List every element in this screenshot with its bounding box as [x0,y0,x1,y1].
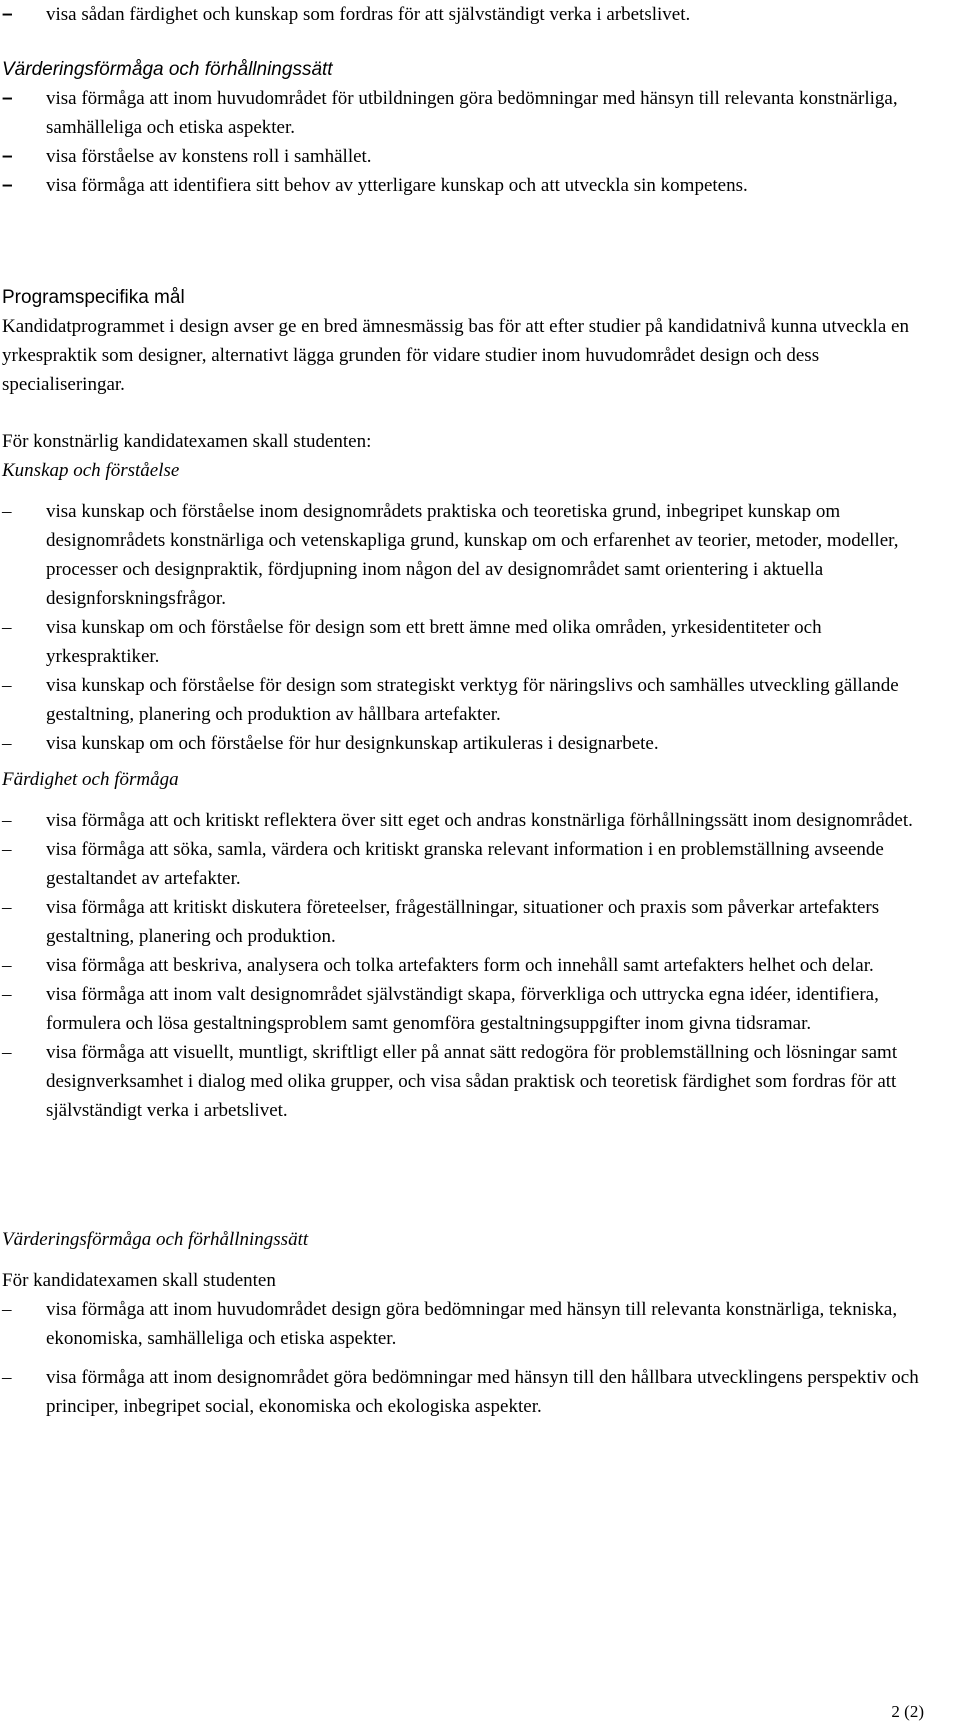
list-item [2,835,932,893]
dash-marker: – [2,733,12,754]
dash-marker: – [2,897,12,918]
list-item [2,806,932,835]
list-item-text: visa förmåga att inom designområdet göra bedömningar med hänsyn till den hållbara utvecklingens perspektiv och principer, inbegripet social, ekonomiska och ekologiska aspekter. [46,1367,919,1417]
list-item-text: visa förståelse av konstens roll i samhället. [46,146,372,167]
dash-marker: – [2,88,13,109]
list-item [2,980,932,1038]
section-heading: Programspecifika mål [2,287,185,308]
list-item [2,497,932,613]
list-item [2,893,932,951]
list-item [2,142,932,171]
dash-marker: – [2,501,12,522]
list-item [2,951,932,980]
list-item-text: visa förmåga att beskriva, analysera och tolka artefakters form och innehåll samt artefakters helhet och delar. [46,955,874,976]
intro-text: För kandidatexamen skall studenten [2,1270,276,1291]
dash-marker: – [2,839,12,860]
list-item [2,729,932,758]
dash-marker: – [2,4,13,25]
list-item-text: visa kunskap om och förståelse för hur designkunskap artikuleras i designarbete. [46,733,659,754]
list-item-text: visa kunskap och förståelse för design som strategiskt verktyg för näringslivs och samhälles utveckling gällande gestaltning, planering och produktion av hållbara artefakter. [46,675,899,725]
subsection-heading: Kunskap och förståelse [2,460,180,481]
list-item-text: visa sådan färdighet och kunskap som fordras för att självständigt verka i arbetslivet. [46,4,691,25]
subsection-heading: Värderingsförmåga och förhållningssätt [2,1229,309,1250]
dash-marker: – [2,984,12,1005]
list-item [2,0,932,29]
dash-marker: – [2,810,12,831]
list-item [2,84,932,142]
list-item [2,671,932,729]
page-number: 2 (2) [891,1702,924,1721]
top-section [2,0,932,200]
dash-marker: – [2,1299,12,1320]
list-item-text: visa förmåga att söka, samla, värdera och kritiskt granska relevant information i en problemställning avseende gestaltandet av artefakter. [46,839,884,889]
list-item [2,171,932,200]
values-section [2,1225,932,1421]
list-item [2,1038,932,1125]
programme-section [2,283,932,399]
list-item-text: visa förmåga att inom huvudområdet för utbildningen göra bedömningar med hänsyn till relevanta konstnärliga, samhälleliga och etiska aspekter. [46,88,898,138]
list-item-text: visa förmåga att identifiera sitt behov av ytterligare kunskap och att utveckla sin kompetens. [46,175,748,196]
list-item [2,1363,932,1421]
list-item [2,1295,932,1353]
list-item-text: visa förmåga att kritiskt diskutera företeelser, frågeställningar, situationer och praxis som påverkar artefakters gestaltning, planering och produktion. [46,897,880,947]
list-item-text: visa kunskap och förståelse inom designområdets praktiska och teoretiska grund, inbegripet kunskap om designområdets konstnärliga och vetenskapliga grund, kunskap om och erfarenhet av teorier, metoder, modeller, processer och designpraktik, fördjupning inom någon del av designområdet samt orientering i aktuella designforskningsfrågor. [46,501,899,609]
list-item-text: visa förmåga att visuellt, muntligt, skriftligt eller på annat sätt redogöra för problemställning och lösningar samt designverksamhet i dialog med olika grupper, och visa sådan praktisk och teoretisk färdighet som fordras för att självständigt verka i arbetslivet. [46,1042,898,1121]
list-item-text: visa förmåga att och kritiskt reflektera över sitt eget och andras konstnärliga förhållningssätt inom designområdet. [46,810,913,831]
list-item-text: visa förmåga att inom valt designområdet självständigt skapa, förverkliga och uttrycka egna idéer, identifiera, formulera och lösa gestaltningsproblem samt genomföra gestaltningsuppgifter inom givna tidsramar. [46,984,879,1034]
dash-marker: – [2,617,12,638]
list-item [2,613,932,671]
dash-marker: – [2,1042,12,1063]
programme-paragraph: Kandidatprogrammet i design avser ge en bred ämnesmässig bas för att efter studier på kandidatnivå kunna utveckla en yrkespraktik som designer, alternativt lägga grunden för vidare studier inom huvudområdet design och dess specialiseringar. [2,316,909,395]
knowledge-section [2,427,932,758]
dash-marker: – [2,146,13,167]
intro-text: För konstnärlig kandidatexamen skall studenten: [2,431,372,452]
dash-marker: – [2,675,12,696]
list-item-text: visa förmåga att inom huvudområdet design göra bedömningar med hänsyn till relevanta konstnärliga, tekniska, ekonomiska, samhälleliga och etiska aspekter. [46,1299,898,1349]
dash-marker: – [2,1367,12,1388]
dash-marker: – [2,175,13,196]
skills-section [2,765,932,1125]
list-item-text: visa kunskap om och förståelse för design som ett brett ämne med olika områden, yrkesidentiteter och yrkespraktiker. [46,617,822,667]
section-heading: Värderingsförmåga och förhållningssätt [2,59,333,80]
subsection-heading: Färdighet och förmåga [2,769,179,790]
dash-marker: – [2,955,12,976]
